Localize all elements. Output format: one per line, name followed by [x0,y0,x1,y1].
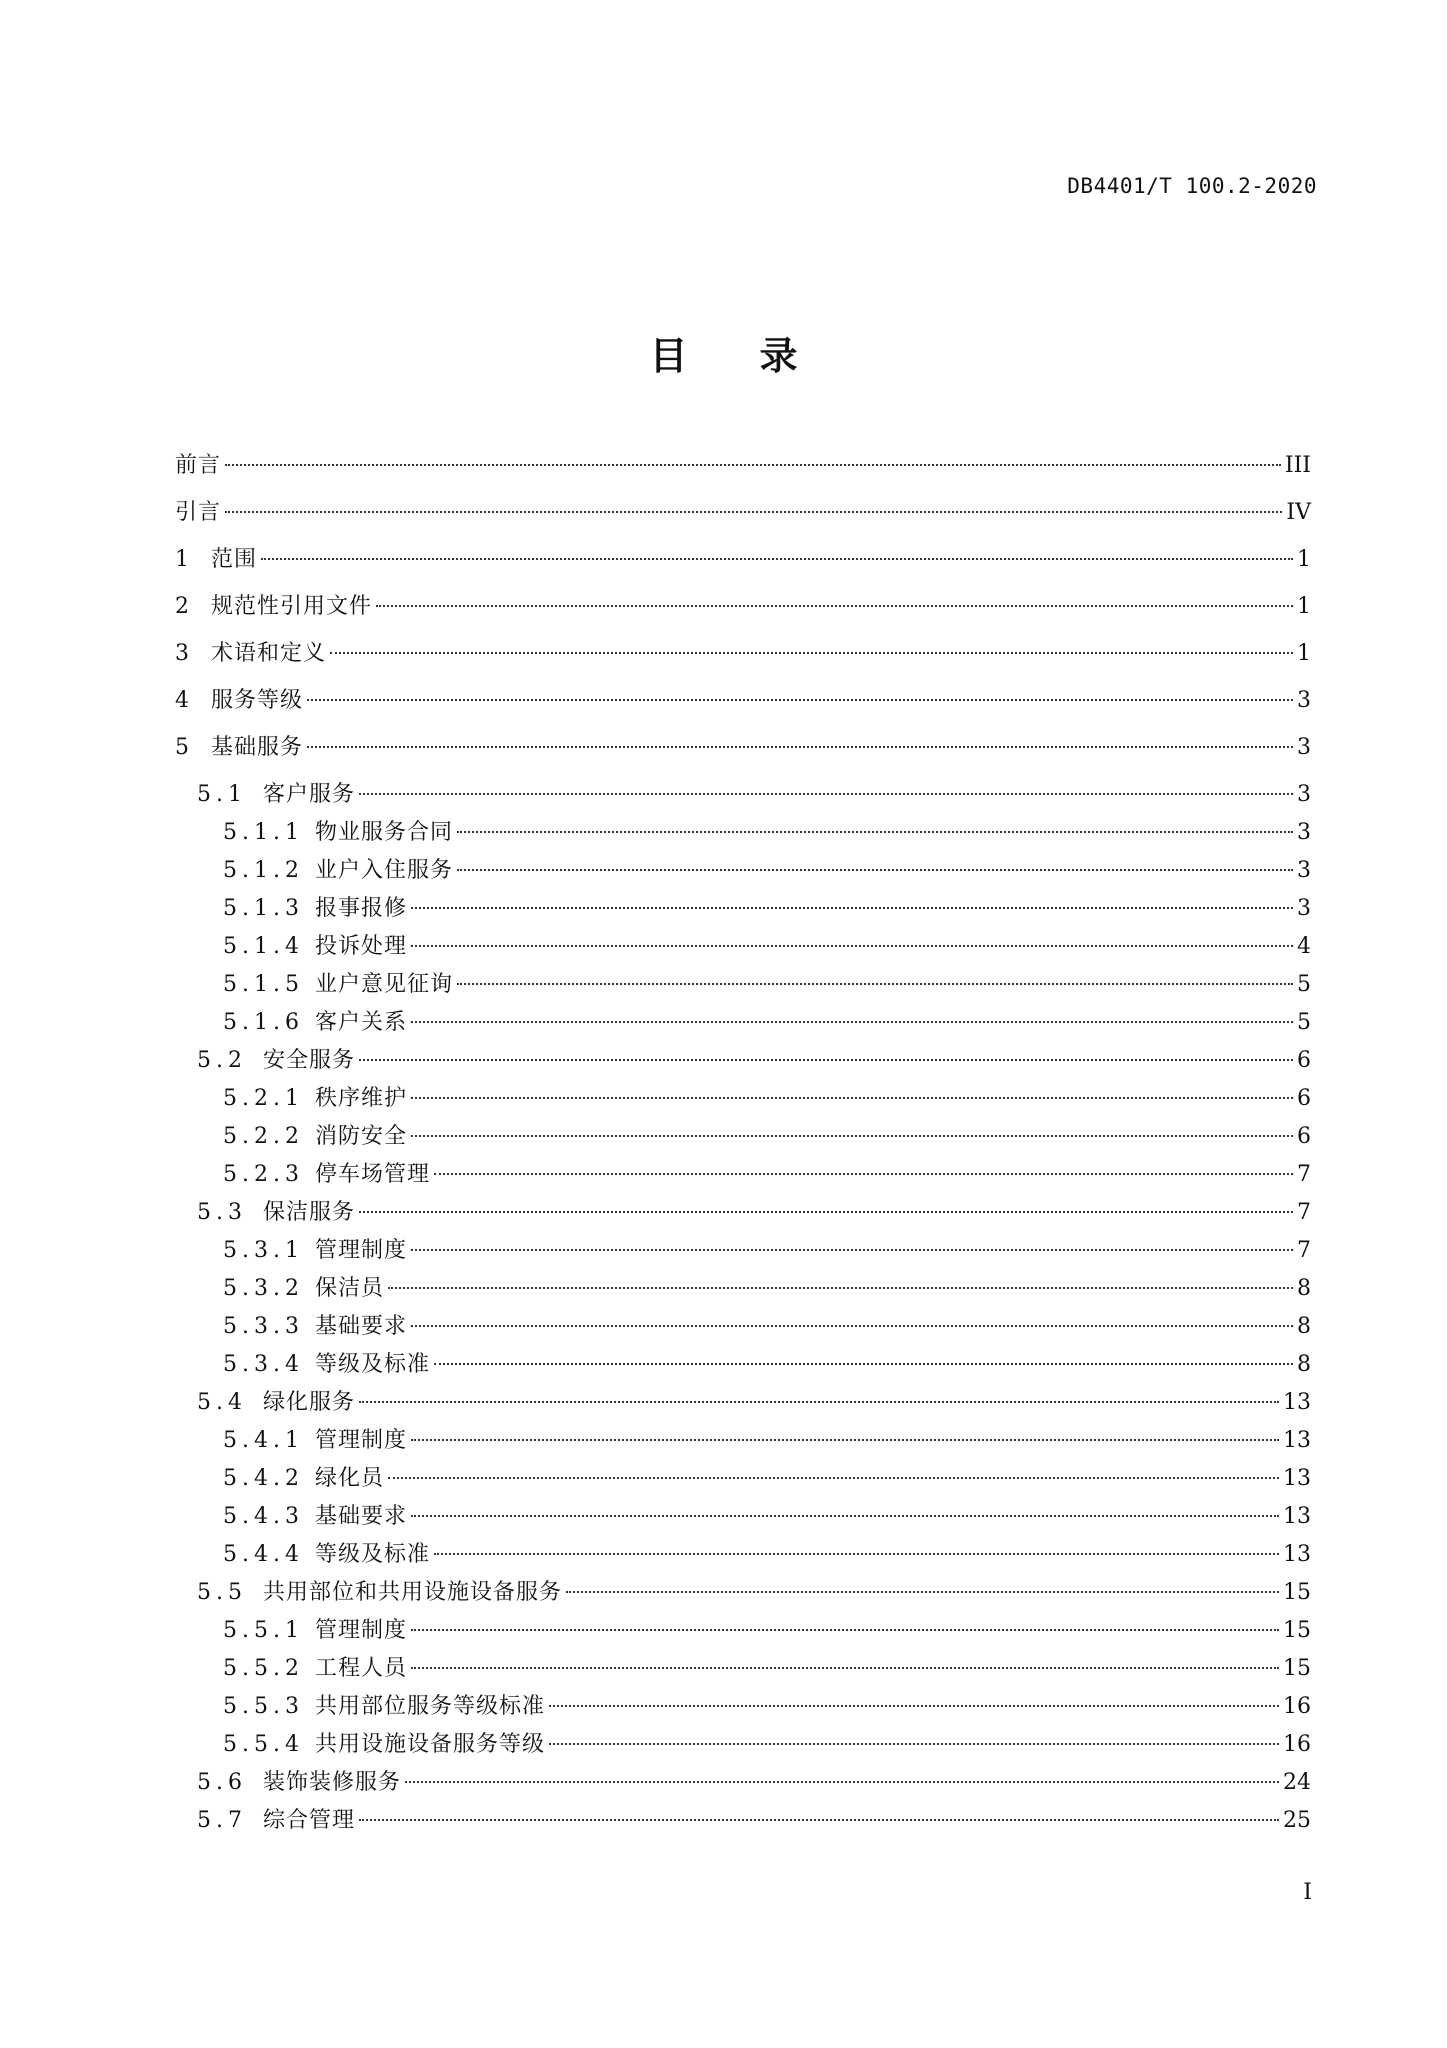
dot-leader [376,605,1293,607]
dot-leader [359,1211,1293,1213]
dot-leader [411,1515,1279,1517]
toc-entry[interactable] [175,967,1311,1005]
toc-entry[interactable] [175,1575,1311,1613]
toc-entry-label: 绿化员 [315,1466,385,1491]
toc-entry-page: 1 [1297,547,1311,572]
toc-entry-page: 8 [1297,1276,1311,1301]
toc-entry[interactable] [175,777,1311,815]
dot-leader [434,1173,1293,1175]
page-title [0,325,1447,380]
toc-entry-number: 5.6 [197,1770,247,1795]
toc-entry[interactable] [175,1309,1311,1347]
toc-entry-number: 5.1.6 [223,1010,304,1035]
toc-entry[interactable] [175,1651,1311,1689]
title-char-1: 目 [649,334,688,378]
toc-entry-label: 消防安全 [315,1124,408,1149]
toc-entry-page: 3 [1297,735,1311,760]
toc-entry-number: 5.3.3 [223,1314,304,1339]
toc-entry-label: 术语和定义 [211,641,327,666]
toc-entry-page: 3 [1297,782,1311,807]
toc-entry-number: 5.1.5 [223,972,304,997]
toc-entry-label: 业户入住服务 [315,858,454,883]
toc-entry-label: 前言 [175,453,222,478]
toc-entry-page: III [1284,453,1311,478]
toc-entry-label: 业户意见征询 [315,972,454,997]
toc-entry-number: 5.4.3 [223,1504,304,1529]
toc-entry-page: 7 [1297,1200,1311,1225]
toc-entry-number: 5.5.3 [223,1694,304,1719]
toc-entry-label: 报事报修 [315,896,408,921]
toc-entry-number: 5.4.4 [223,1542,304,1567]
toc-entry-number: 5.1.3 [223,896,304,921]
dot-leader [307,699,1293,701]
toc-entry[interactable] [175,1119,1311,1157]
toc-entry-label: 引言 [175,500,222,525]
toc-entry-label: 共用设施设备服务等级 [315,1732,546,1757]
toc-entry-label: 规范性引用文件 [211,594,373,619]
dot-leader [411,1097,1293,1099]
toc-entry-number: 3 [175,641,194,666]
toc-entry-label: 管理制度 [315,1428,408,1453]
dot-leader [549,1705,1279,1707]
toc-entry[interactable] [175,815,1311,853]
page-number: I [1303,1880,1312,1905]
toc-entry[interactable] [175,683,1311,730]
toc-entry-page: 6 [1297,1086,1311,1111]
toc-entry-page: 8 [1297,1314,1311,1339]
toc-entry-number: 5.4.2 [223,1466,304,1491]
dot-leader [359,1059,1293,1061]
toc-entry[interactable] [175,1271,1311,1309]
toc-entry-page: 1 [1297,641,1311,666]
toc-entry-label: 秩序维护 [315,1086,408,1111]
toc-entry-page: 16 [1283,1694,1311,1719]
toc-entry[interactable] [175,929,1311,967]
dot-leader [225,464,1281,466]
dot-leader [457,983,1293,985]
toc-entry-number: 5.1.2 [223,858,304,883]
toc-entry[interactable] [175,542,1311,589]
toc-entry-number: 5.5.2 [223,1656,304,1681]
title-char-2: 录 [759,334,798,378]
toc-entry[interactable] [175,1347,1311,1385]
document-code: DB4401/T 100.2-2020 [1067,174,1317,198]
dot-leader [225,511,1282,513]
toc-entry[interactable] [175,1727,1311,1765]
toc-entry-label: 投诉处理 [315,934,408,959]
toc-entry-number: 5.4 [197,1390,247,1415]
dot-leader [359,793,1293,795]
toc-entry-number: 5.2.3 [223,1162,304,1187]
toc-entry-label: 客户服务 [263,782,356,807]
toc-entry-number: 5.2.1 [223,1086,304,1111]
toc-entry-number: 1 [175,547,194,572]
toc-entry[interactable] [175,1689,1311,1727]
toc-entry[interactable] [175,448,1311,495]
dot-leader [388,1477,1279,1479]
toc-entry-label: 管理制度 [315,1618,408,1643]
toc-entry-page: 8 [1297,1352,1311,1377]
toc-entry-number: 5.3 [197,1200,247,1225]
toc-entry-number: 4 [175,688,194,713]
toc-entry-number: 5 [175,735,194,760]
toc-entry-label: 综合管理 [263,1808,356,1833]
dot-leader [434,1363,1293,1365]
toc-entry-label: 客户关系 [315,1010,408,1035]
dot-leader [405,1781,1279,1783]
toc-entry-label: 服务等级 [211,688,304,713]
toc-entry-page: 25 [1283,1808,1311,1833]
toc-entry-number: 2 [175,594,194,619]
dot-leader [457,869,1293,871]
toc-entry-page: 6 [1297,1124,1311,1149]
toc-entry-page: 16 [1283,1732,1311,1757]
toc-entry-page: 7 [1297,1238,1311,1263]
dot-leader [434,1553,1279,1555]
toc-entry-label: 保洁员 [315,1276,385,1301]
toc-entry-label: 绿化服务 [263,1390,356,1415]
toc-entry[interactable] [175,636,1311,683]
toc-entry-page: 15 [1283,1618,1311,1643]
dot-leader [388,1287,1293,1289]
toc-entry[interactable] [175,589,1311,636]
dot-leader [411,1629,1279,1631]
toc-entry[interactable] [175,495,1311,542]
toc-entry-page: 24 [1283,1770,1311,1795]
toc-entry-number: 5.3.4 [223,1352,304,1377]
toc-entry-label: 等级及标准 [315,1542,431,1567]
toc-entry-page: 13 [1283,1542,1311,1567]
toc-entry-label: 共用部位和共用设施设备服务 [263,1580,563,1605]
toc-entry-page: 3 [1297,858,1311,883]
dot-leader [307,746,1293,748]
toc-entry[interactable] [175,1423,1311,1461]
toc-entry[interactable] [175,1613,1311,1651]
toc-entry-number: 5.4.1 [223,1428,304,1453]
dot-leader [411,1325,1293,1327]
toc-entry[interactable] [175,1043,1311,1081]
dot-leader [549,1743,1279,1745]
toc-entry-number: 5.5.4 [223,1732,304,1757]
toc-entry-number: 5.5 [197,1580,247,1605]
dot-leader [457,831,1293,833]
toc-entry-page: 4 [1297,934,1311,959]
toc-entry-label: 管理制度 [315,1238,408,1263]
toc-entry[interactable] [175,1233,1311,1271]
toc-entry[interactable] [175,1765,1311,1803]
toc-entry[interactable] [175,1537,1311,1575]
dot-leader [411,1249,1293,1251]
toc-entry-label: 范围 [211,547,258,572]
dot-leader [411,907,1293,909]
toc-entry-number: 5.5.1 [223,1618,304,1643]
toc-entry-page: 7 [1297,1162,1311,1187]
dot-leader [566,1591,1279,1593]
toc-entry-label: 基础服务 [211,735,304,760]
toc-entry-number: 5.1.1 [223,820,304,845]
toc-entry-label: 基础要求 [315,1314,408,1339]
toc-entry[interactable] [175,1385,1311,1423]
toc-entry-label: 基础要求 [315,1504,408,1529]
toc-entry-number: 5.3.1 [223,1238,304,1263]
toc-entry[interactable] [175,1157,1311,1195]
toc-entry-label: 等级及标准 [315,1352,431,1377]
toc-entry-number: 5.1 [197,782,247,807]
dot-leader [261,558,1293,560]
table-of-contents [175,448,1311,1841]
dot-leader [330,652,1293,654]
toc-entry[interactable] [175,853,1311,891]
toc-entry-page: 6 [1297,1048,1311,1073]
toc-entry-page: 13 [1283,1390,1311,1415]
toc-entry[interactable] [175,1005,1311,1043]
toc-entry[interactable] [175,1461,1311,1499]
toc-entry-label: 装饰装修服务 [263,1770,402,1795]
toc-entry[interactable] [175,730,1311,777]
toc-entry-label: 安全服务 [263,1048,356,1073]
toc-entry-page: 1 [1297,594,1311,619]
toc-entry-label: 保洁服务 [263,1200,356,1225]
dot-leader [411,1667,1279,1669]
toc-entry-label: 物业服务合同 [315,820,454,845]
toc-entry-page: 5 [1297,1010,1311,1035]
dot-leader [359,1819,1279,1821]
toc-entry-page: 13 [1283,1428,1311,1453]
toc-entry-label: 停车场管理 [315,1162,431,1187]
toc-entry-page: IV [1286,500,1311,525]
toc-entry-page: 15 [1283,1580,1311,1605]
toc-entry-label: 共用部位服务等级标准 [315,1694,546,1719]
toc-entry[interactable] [175,891,1311,929]
toc-entry-number: 5.7 [197,1808,247,1833]
toc-entry-page: 5 [1297,972,1311,997]
toc-entry[interactable] [175,1803,1311,1841]
toc-entry[interactable] [175,1195,1311,1233]
toc-entry-page: 3 [1297,820,1311,845]
toc-entry-page: 3 [1297,896,1311,921]
dot-leader [411,1135,1293,1137]
toc-entry-page: 13 [1283,1466,1311,1491]
toc-entry-number: 5.3.2 [223,1276,304,1301]
dot-leader [411,1439,1279,1441]
toc-entry-number: 5.2 [197,1048,247,1073]
dot-leader [411,1021,1293,1023]
toc-entry-number: 5.1.4 [223,934,304,959]
toc-entry[interactable] [175,1499,1311,1537]
toc-entry-page: 3 [1297,688,1311,713]
toc-entry-page: 15 [1283,1656,1311,1681]
toc-entry-page: 13 [1283,1504,1311,1529]
dot-leader [411,945,1293,947]
dot-leader [359,1401,1279,1403]
toc-entry-label: 工程人员 [315,1656,408,1681]
toc-entry[interactable] [175,1081,1311,1119]
toc-entry-number: 5.2.2 [223,1124,304,1149]
